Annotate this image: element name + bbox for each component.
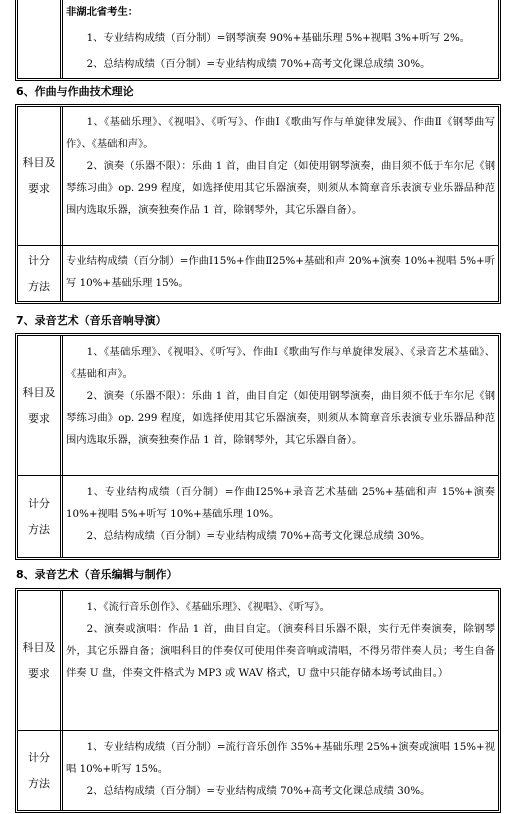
content-cell — [63, 336, 498, 475]
paragraph: 1、专业结构成绩（百分制）=作曲Ⅰ25%+录音艺术基础 25%+基础和声 15%+演奏 10%+视唱 5%+听写 10%+基础乐理 10%。 — [66, 486, 495, 520]
paragraph: 2、总结构成绩（百分制）=专业结构成绩 70%+高考文化课总成绩 30%。 — [86, 785, 431, 797]
label-subjects-requirements: 科目及 要求 — [18, 336, 63, 475]
content-cell — [63, 246, 498, 301]
paragraph: 1、专业结构成绩（百分制）=钢琴演奏 90%+基础乐理 5%+视唱 3%+听写 2%。 — [86, 32, 471, 44]
table-top-continuation — [15, 0, 501, 81]
label-scoring-method: 计分 方法 — [18, 246, 63, 301]
table-section-8 — [15, 588, 501, 813]
label-subjects-requirements: 科目及 要求 — [18, 591, 63, 730]
section-heading-7: 7、录音艺术（音乐音响导演） — [16, 314, 167, 327]
label-scoring-method: 计分 方法 — [18, 731, 63, 811]
paragraph: 2、演奏（乐器不限）：乐曲 1 首，曲目自定（如使用钢琴演奏，曲目须不低于车尔尼《钢琴练习曲》op. 299 程度，如选择使用其它乐器演奏，则须从本简章音乐表演专业乐器品种范围内选取乐器，演奏独奏作品 1 首，除钢琴外，其它乐器自备）。 — [66, 160, 495, 216]
label-cell-empty — [18, 0, 63, 78]
label-subjects-requirements: 科目及 要求 — [18, 107, 63, 245]
paragraph: 1、《流行音乐创作》、《基础乐理》、《视唱》、《听写》。 — [86, 601, 330, 613]
paragraph: 2、演奏（乐器不限）：乐曲 1 首，曲目自定（如使用钢琴演奏，曲目须不低于车尔尼《钢琴练习曲》op. 299 程度，如选择使用其它乐器演奏，则须从本简章音乐表演专业乐器品种范围内选取乐器，演奏独奏作品 1 首，除钢琴外，其它乐器自备）。 — [66, 390, 495, 446]
paragraph: 1、专业结构成绩（百分制）=流行音乐创作 35%+基础乐理 25%+演奏或演唱 15%+视唱 10%+听写 15%。 — [66, 741, 495, 775]
section-heading-6: 6、作曲与作曲技术理论 — [16, 85, 134, 98]
paragraph: 1、《基础乐理》、《视唱》、《听写》、作曲Ⅰ《歌曲写作与单旋律发展》、《录音艺术基础》、《基础和声》。 — [66, 346, 495, 380]
content-cell — [63, 591, 498, 730]
table-section-6 — [15, 104, 501, 304]
content-cell — [63, 731, 498, 811]
paragraph: 2、总结构成绩（百分制）=专业结构成绩 70%+高考文化课总成绩 30%。 — [86, 530, 431, 542]
content-cell — [63, 107, 498, 245]
paragraph: 1、《基础乐理》、《视唱》、《听写》、作曲Ⅰ《歌曲写作与单旋律发展》、作曲Ⅱ《钢琴曲写作》、《基础和声》。 — [66, 116, 495, 150]
table-section-7 — [15, 333, 501, 560]
paragraph: 2、总结构成绩（百分制）=专业结构成绩 70%+高考文化课总成绩 30%。 — [86, 58, 431, 70]
label-scoring-method: 计分 方法 — [18, 476, 63, 558]
content-cell — [63, 0, 498, 78]
paragraph: 专业结构成绩（百分制）=作曲Ⅰ15%+作曲Ⅱ25%+基础和声 20%+演奏 10%+视唱 5%+听写 10%+基础乐理 15%。 — [66, 255, 495, 289]
note-non-hubei: 非湖北省考生： — [66, 6, 139, 18]
content-cell — [63, 476, 498, 558]
paragraph: 2、演奏或演唱：作品 1 首，曲目自定。（演奏科目乐器不限，实行无伴奏演奏，除钢琴外，其它乐器自备；演唱科目的伴奏仅可使用伴奏音响或清唱，不得另带伴奏人员；考生自备伴奏 U 盘，伴奏文件格式为 MP3 或 WAV 格式，U 盘中只能存储本场考试曲目。） — [66, 623, 495, 679]
section-heading-8: 8、录音艺术（音乐编辑与制作） — [16, 568, 178, 581]
